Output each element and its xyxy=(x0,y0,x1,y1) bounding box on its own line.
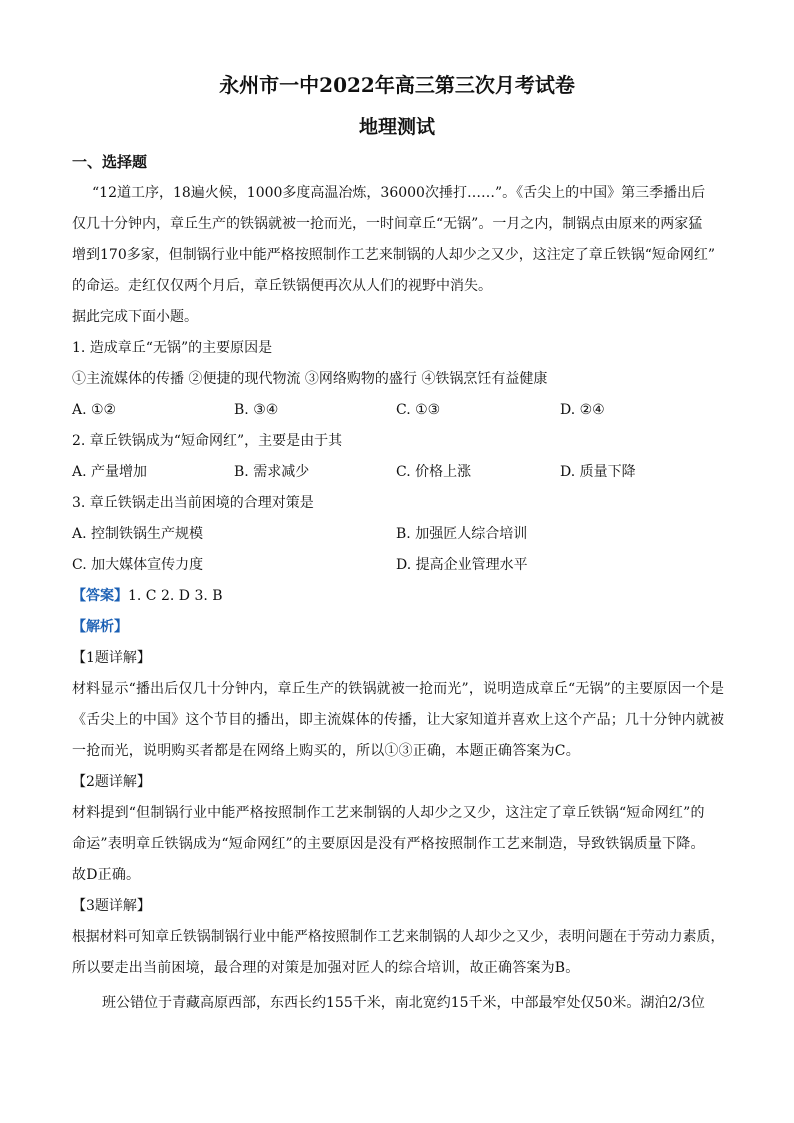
analysis-heading: 【3题详解】 xyxy=(72,898,151,914)
analysis-line: 命运”表明章丘铁锅成为“短命网红”的主要原因是没有严格按照制作工艺来制造，导致铁锅质量下降。 xyxy=(72,836,705,852)
material-line: 增到170多家，但制锅行业中能严格按照制作工艺来制锅的人却少之又少，这注定了章丘铁锅“短命网红” xyxy=(72,247,716,263)
answer-text: 1. C 2. D 3. B xyxy=(128,588,223,604)
analysis-line: 一抢而光，说明购买者都是在网络上购买的，所以①③正确，本题正确答案为C。 xyxy=(72,743,580,759)
material-line: “12道工序，18遍火候，1000多度高温冶炼，36000次捶打……”。《舌尖上的中国》第三季播出后 xyxy=(92,185,706,201)
material-line: 仅几十分钟内，章丘生产的铁锅就被一抢而光，一时间章丘“无锅”。一月之内，制锅点由原来的两家猛 xyxy=(72,216,703,232)
analysis-line: 根据材料可知章丘铁锅制锅行业中能严格按照制作工艺来制锅的人却少之又少，表明问题在于劳动力素质， xyxy=(72,929,725,945)
answer-label: 【答案】 xyxy=(72,588,128,604)
option-c: C. 价格上涨 xyxy=(396,464,472,480)
analysis-line: 故D正确。 xyxy=(72,867,141,883)
analysis-heading: 【2题详解】 xyxy=(72,774,151,790)
option-d: D. 提高企业管理水平 xyxy=(396,557,528,573)
option-d: D. ②④ xyxy=(560,402,605,418)
option-b: B. 需求减少 xyxy=(234,464,310,480)
analysis-line: 《舌尖上的中国》这个节目的播出，即主流媒体的传播，让大家知道并喜欢上这个产品；几十分钟内就被 xyxy=(72,712,725,728)
question-stem: 2. 章丘铁锅成为“短命网红”，主要是由于其 xyxy=(72,433,343,449)
answer-row xyxy=(72,586,223,606)
section-heading: 一、选择题 xyxy=(72,153,148,171)
exam-title: 永州市一中2022年高三第三次月考试卷 xyxy=(219,73,575,97)
analysis-label: 【解析】 xyxy=(72,619,128,635)
question-stem: 3. 章丘铁锅走出当前困境的合理对策是 xyxy=(72,495,314,511)
material-line: 班公错位于青藏高原西部，东西长约155千米，南北宽约15千米，中部最窄处仅50米。湖泊2/3位 xyxy=(102,995,705,1011)
option-a: A. ①② xyxy=(72,402,117,418)
option-a: A. 产量增加 xyxy=(72,464,148,480)
analysis-heading: 【1题详解】 xyxy=(72,650,151,666)
option-d: D. 质量下降 xyxy=(560,464,636,480)
instruction-text: 据此完成下面小题。 xyxy=(72,309,198,325)
analysis-line: 材料显示“播出后仅几十分钟内，章丘生产的铁锅就被一抢而光”，说明造成章丘“无锅”的主要原因一个是 xyxy=(72,681,725,697)
analysis-line: 材料提到“但制锅行业中能严格按照制作工艺来制锅的人却少之又少，这注定了章丘铁锅“短命网红”的 xyxy=(72,805,705,821)
exam-subject: 地理测试 xyxy=(358,116,435,138)
question-stem: 1. 造成章丘“无锅”的主要原因是 xyxy=(72,340,273,356)
option-a: A. 控制铁锅生产规模 xyxy=(72,526,204,542)
analysis-line: 所以要走出当前困境，最合理的对策是加强对匠人的综合培训，故正确答案为B。 xyxy=(72,960,580,976)
option-b: B. 加强匠人综合培训 xyxy=(396,526,528,542)
analysis-row xyxy=(72,617,128,637)
question-sub-items: ①主流媒体的传播 ②便捷的现代物流 ③网络购物的盛行 ④铁锅烹饪有益健康 xyxy=(72,371,548,387)
option-c: C. ①③ xyxy=(396,402,441,418)
option-c: C. 加大媒体宣传力度 xyxy=(72,557,204,573)
option-b: B. ③④ xyxy=(234,402,279,418)
material-line: 的命运。走红仅仅两个月后，章丘铁锅便再次从人们的视野中消失。 xyxy=(72,278,492,294)
